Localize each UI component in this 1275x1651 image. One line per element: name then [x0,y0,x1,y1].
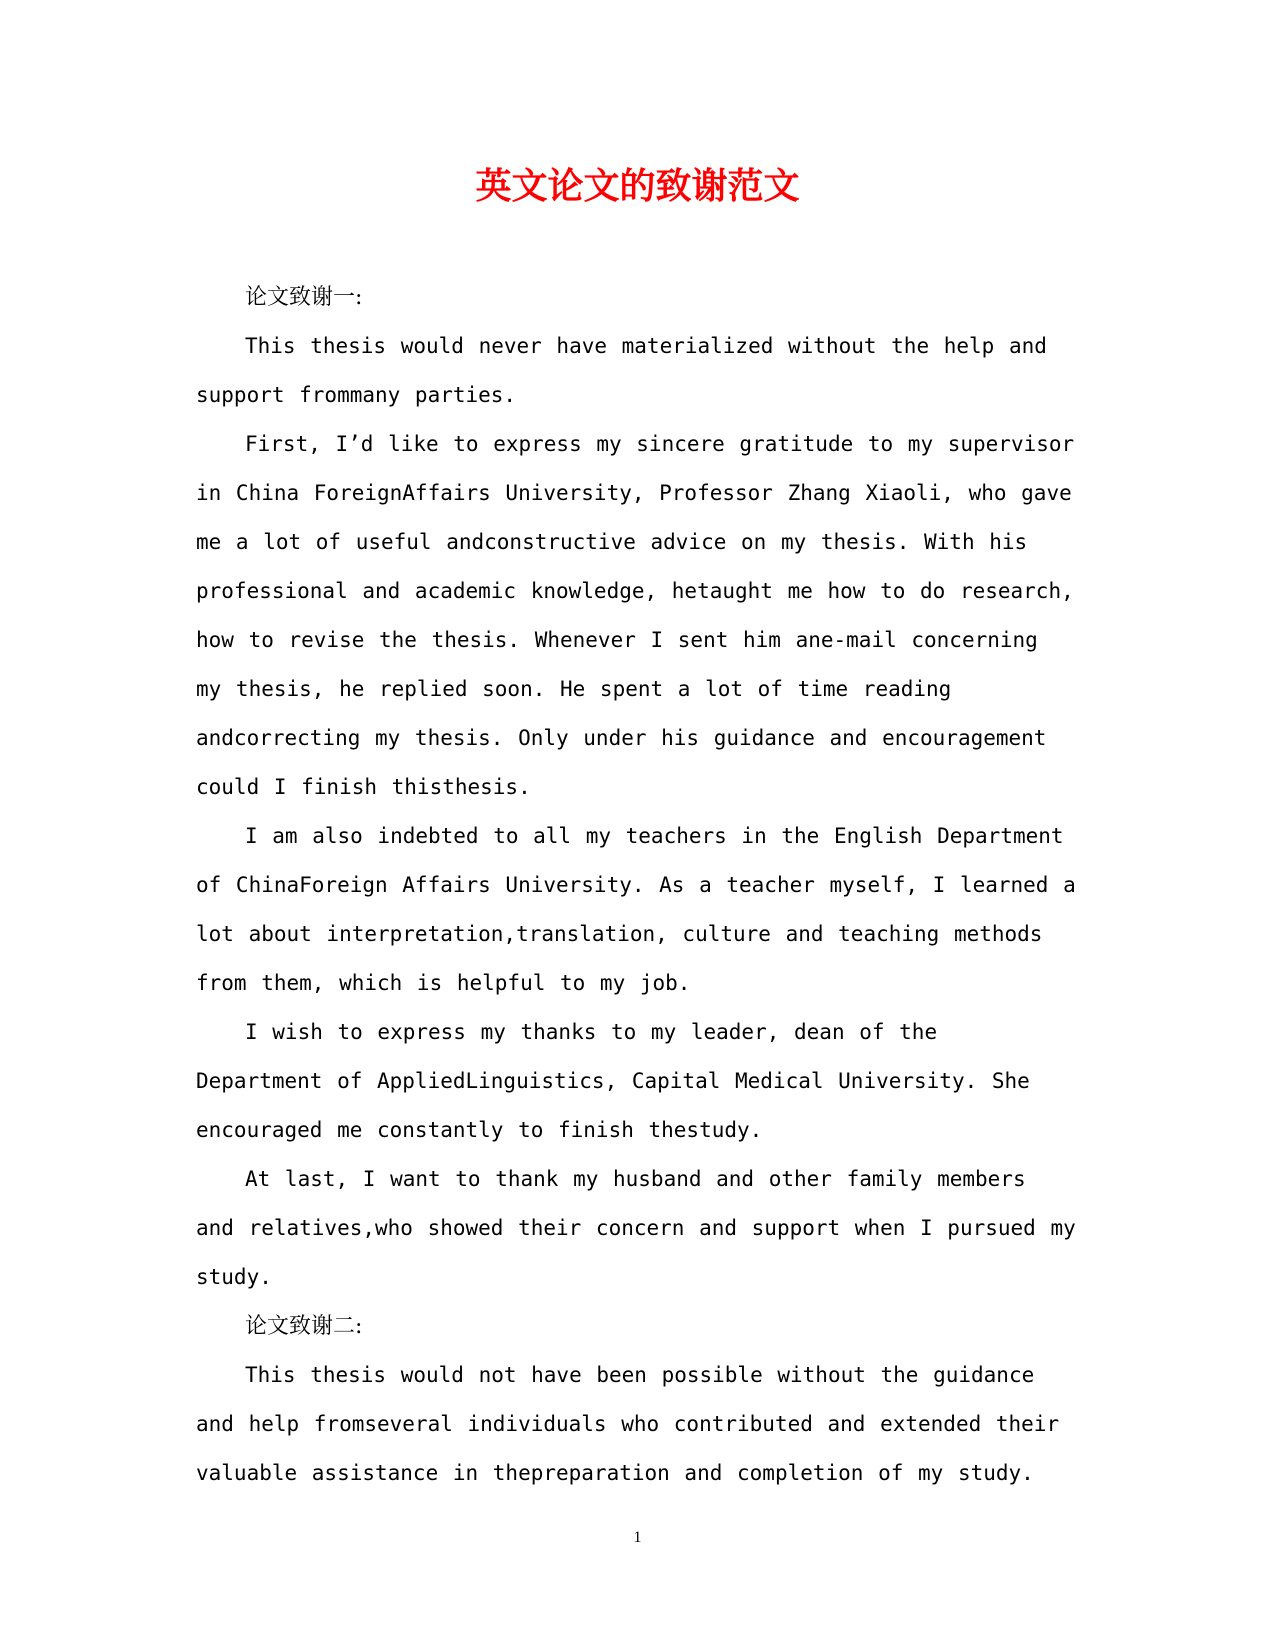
document-title: 英文论文的致谢范文 [475,165,800,207]
paragraph: First, I’d like to express my sincere gratitude to my supervisor in China ForeignAffairs University, Professor Zhang Xiaoli, who gave me a lot of useful andconstructive advice on my thesis. With his professional and academic knowledge, hetaught me how to do research, how to revise the thesis. Whenever I sent him ane-mail concerning my thesis, he replied soon. He spent a lot of time reading andcorrecting my thesis. Only under his guidance and encouragement could I finish thisthesis. [196,432,1075,799]
section-heading-1: 论文致谢一: [245,285,363,310]
paragraph: This thesis would not have been possible without the guidance and help fromseveral individuals who contributed and extended their valuable assistance in thepreparation and completion of my study. [196,1363,1060,1485]
paragraph: I am also indebted to all my teachers in the English Department of ChinaForeign Affairs University. As a teacher myself, I learned a lot about interpretation,translation, culture and teaching methods from them, which is helpful to my job. [196,824,1076,995]
document-body [196,273,1076,1498]
paragraph: I wish to express my thanks to my leader, dean of the Department of AppliedLinguistics, Capital Medical University. She encouraged me constantly to finish thestudy. [196,1020,1030,1142]
paragraph: At last, I want to thank my husband and other family members and relatives,who showed their concern and support when I pursued my study. [196,1167,1076,1289]
page-number: 1 [633,1529,642,1546]
section-heading-2: 论文致谢二: [245,1314,363,1339]
paragraph: This thesis would never have materialized without the help and support frommany parties. [196,334,1047,407]
